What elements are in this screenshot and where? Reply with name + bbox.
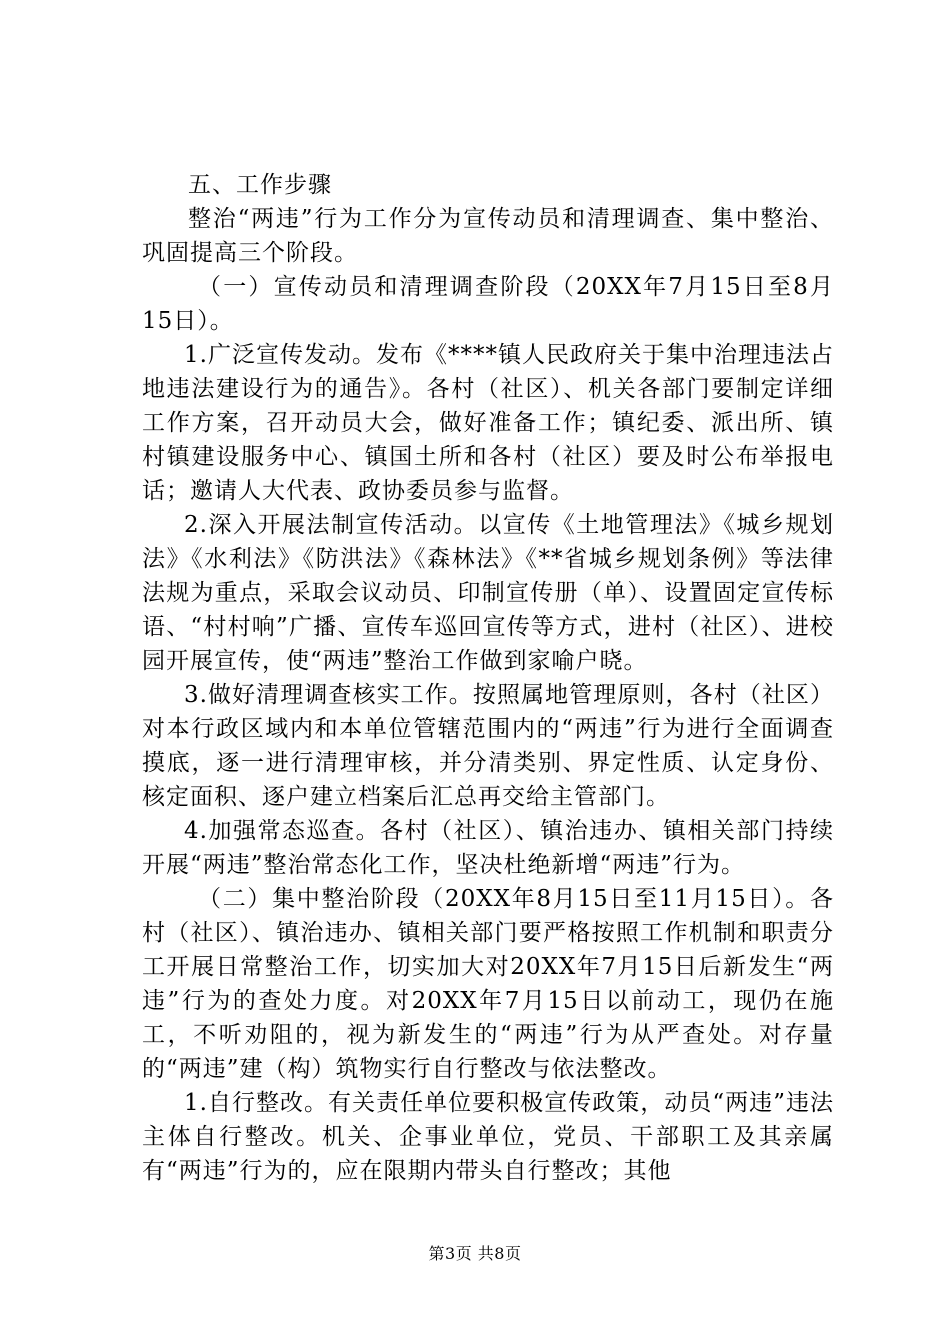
document-body bbox=[142, 168, 834, 1188]
phase-1-item-4: 4.加强常态巡查。各村（社区）、镇治违办、镇相关部门持续开展“两违”整治常态化工作，坚决杜绝新增“两违”行为。 bbox=[142, 818, 834, 878]
page-number-footer: 第3页 共8页 bbox=[428, 1244, 522, 1263]
phase-1-item-3: 3.做好清理调查核实工作。按照属地管理原则，各村（社区）对本行政区域内和本单位管辖范围内的“两违”行为进行全面调查摸底，逐一进行清理审核，并分清类别、界定性质、认定身份、核定面积、逐户建立档案后汇总再交给主管部门。 bbox=[142, 682, 834, 810]
intro-paragraph: 整治“两违”行为工作分为宣传动员和清理调查、集中整治、巩固提高三个阶段。 bbox=[142, 206, 834, 266]
phase-1-item-1: 1.广泛宣传发动。发布《****镇人民政府关于集中治理违法占地违法建设行为的通告》。各村（社区）、机关各部门要制定详细工作方案，召开动员大会，做好准备工作；镇纪委、派出所、镇村镇建设服务中心、镇国土所和各村（社区）要及时公布举报电话；邀请人大代表、政协委员参与监督。 bbox=[142, 342, 834, 504]
phase-2-item-1: 1.自行整改。有关责任单位要积极宣传政策，动员“两违”违法主体自行整改。机关、企事业单位，党员、干部职工及其亲属有“两违”行为的，应在限期内带头自行整改；其他 bbox=[142, 1090, 834, 1184]
phase-2-heading: （二）集中整治阶段（20XX年8月15日至11月15日）。各村（社区）、镇治违办、镇相关部门要严格按照工作机制和职责分工开展日常整治工作，切实加大对20XX年7月15日后新发生“两违”行为的查处力度。对20XX年7月15日以前动工，现仍在施工，不听劝阻的，视为新发生的“两违”行为从严查处。对存量的“两违”建（构）筑物实行自行整改与依法整改。 bbox=[142, 886, 834, 1082]
phase-1-item-2: 2.深入开展法制宣传活动。以宣传《土地管理法》《城乡规划法》《水利法》《防洪法》《森林法》《**省城乡规划条例》等法律法规为重点，采取会议动员、印制宣传册（单）、设置固定宣传标语、“村村响”广播、宣传车巡回宣传等方式，进村（社区）、进校园开展宣传，使“两违”整治工作做到家喻户晓。 bbox=[142, 512, 834, 674]
phase-1-heading: （一）宣传动员和清理调查阶段（20XX年7月15日至8月15日）。 bbox=[142, 274, 834, 334]
section-heading: 五、工作步骤 bbox=[188, 172, 332, 198]
